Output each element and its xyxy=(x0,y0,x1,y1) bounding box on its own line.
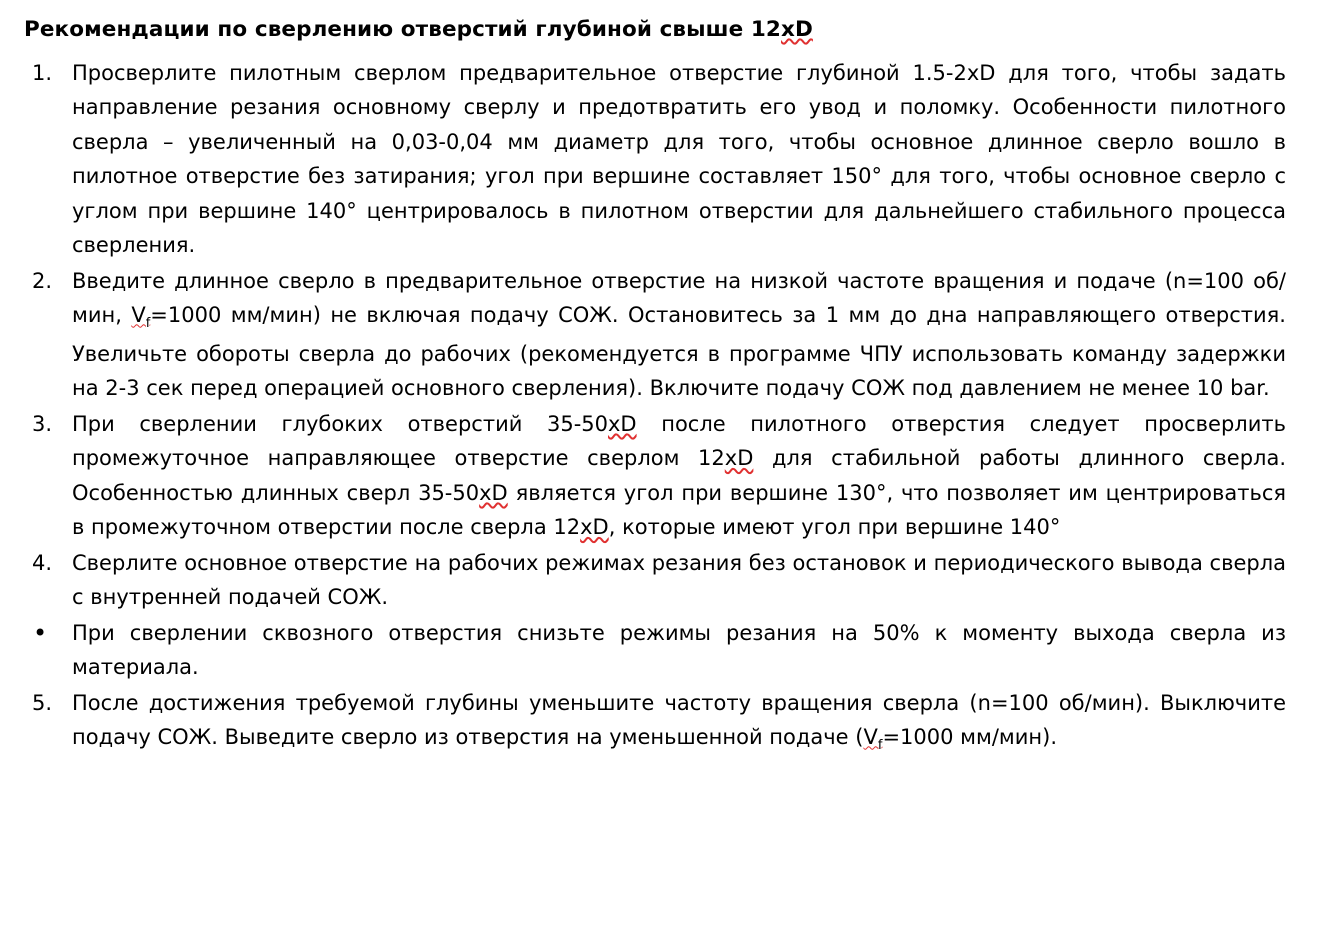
list-item-text: При сверлении сквозного отверстия снизьте режимы резания на 50% к моменту выхода сверла из материала. xyxy=(72,620,1286,680)
spellchecked-token: xD xyxy=(724,446,754,471)
list-item xyxy=(24,686,1286,759)
spellchecked-token: xD xyxy=(608,411,637,436)
text-segment: после пилотного отверстия следует просверлить промежуточное направляющее отверстие сверлом 12 xyxy=(72,411,1286,471)
page-title xyxy=(24,16,1286,44)
text-segment: =1000 мм/мин). xyxy=(882,725,1057,750)
feed-rate-subscript: f xyxy=(145,315,151,331)
recommendations-list xyxy=(24,56,1286,759)
list-marker: 3. xyxy=(32,411,53,436)
feed-rate-letter: V xyxy=(131,303,146,328)
text-segment: После достижения требуемой глубины уменьшите частоту вращения сверла (n=100 об/мин). Выключите подачу СОЖ. Выведите сверло из отверстия на уменьшенной подаче ( xyxy=(72,690,1286,750)
list-item xyxy=(24,546,1286,615)
text-segment: для стабильной работы длинного сверла. Особенностью длинных сверл 35-50 xyxy=(72,446,1286,505)
list-item xyxy=(24,264,1286,406)
feed-rate-subscript: f xyxy=(877,737,883,753)
list-item-text xyxy=(72,686,1286,759)
list-marker-bullet: • xyxy=(33,618,48,647)
feed-rate-symbol xyxy=(131,303,151,331)
text-segment: Введите длинное сверло в предварительное отверстие на низкой частоте вращения и подаче (n=100 об/мин, xyxy=(72,268,1286,328)
spellchecked-token: xD xyxy=(580,515,609,540)
text-segment: =1000 мм/мин) не включая подачу СОЖ. Остановитесь за 1 мм до дна направляющего отверстия. Увеличьте обороты сверла до рабочих (рекомендуется в программе ЧПУ использовать команду задержки на 2-3 сек перед операцией основного сверления). Включите подачу СОЖ под давлением не менее 10 bar. xyxy=(72,303,1286,401)
list-marker: 1. xyxy=(32,60,53,85)
list-item-text: Просверлите пилотным сверлом предварительное отверстие глубиной 1.5-2xD для того, чтобы задать направление резания основному сверлу и предотвратить его увод и поломку. Особенности пилотного сверла – увеличенный на 0,03-0,04 мм диаметр для того, чтобы основное длинное сверло вошло в пилотное отверстие без затирания; угол при вершине составляет 150° для того, чтобы основное сверло с углом при вершине 140° центрировалось в пилотном отверстии для дальнейшего стабильного процесса сверления. xyxy=(72,60,1286,258)
list-item-bullet xyxy=(24,616,1286,685)
list-marker: 4. xyxy=(32,550,53,575)
list-item xyxy=(24,56,1286,263)
list-marker: 2. xyxy=(32,268,53,293)
text-segment: , которые имеют угол при вершине 140° xyxy=(608,515,1061,540)
text-segment: При сверлении глубоких отверстий 35-50 xyxy=(72,411,608,436)
feed-rate-letter: V xyxy=(863,725,878,750)
feed-rate-symbol xyxy=(863,725,883,753)
spellchecked-token: xD xyxy=(479,480,508,505)
list-item-text xyxy=(72,264,1286,406)
list-item xyxy=(24,407,1286,545)
list-item-text xyxy=(72,407,1286,545)
list-marker: 5. xyxy=(32,690,53,715)
text-segment: является угол при вершине 130°, что позволяет им центрироваться в промежуточном отверстии после сверла 12 xyxy=(72,480,1286,540)
page-title-text: Рекомендации по сверлению отверстий глубиной свыше 12 xyxy=(24,17,781,42)
page-title-spellchecked-token: xD xyxy=(781,17,813,42)
list-item-text: Сверлите основное отверстие на рабочих режимах резания без остановок и периодического вывода сверла с внутренней подачей СОЖ. xyxy=(72,550,1286,610)
